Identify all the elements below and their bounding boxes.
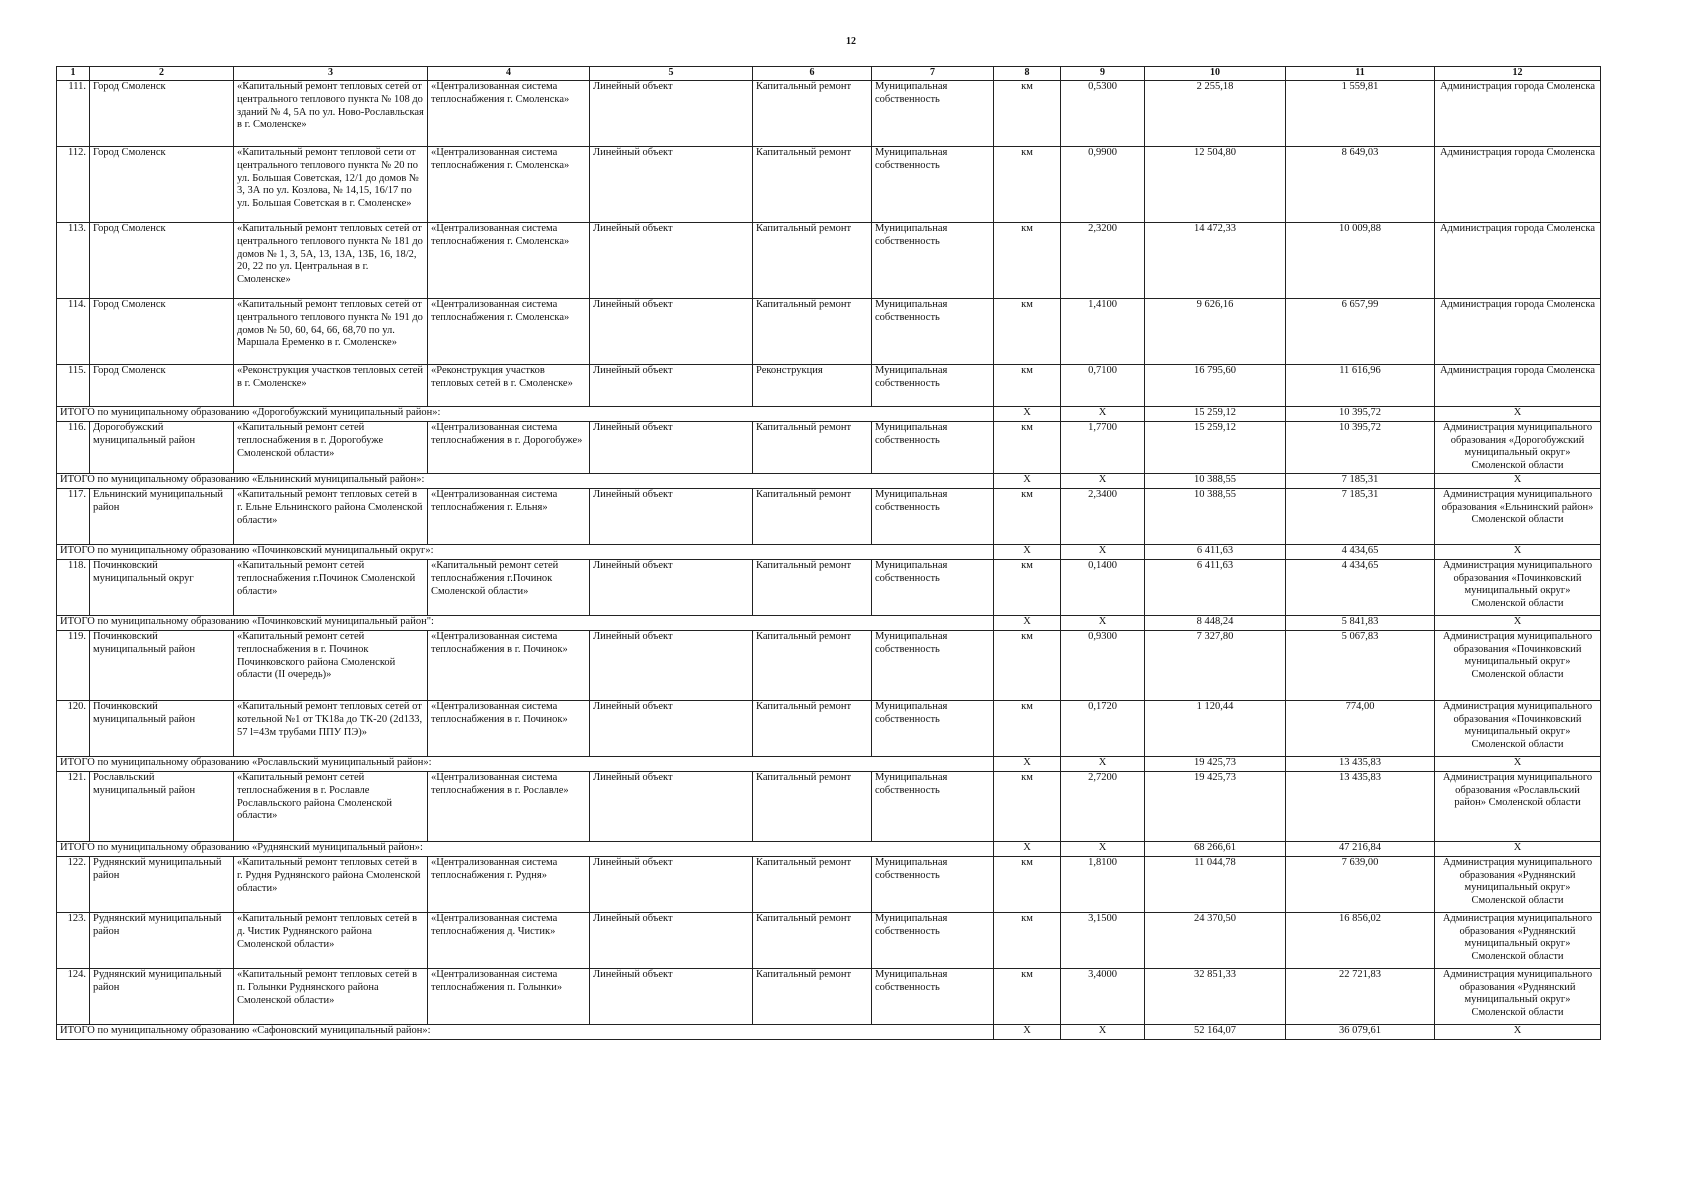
total-cost-cell: 2 255,18 [1145, 81, 1286, 147]
object-type-cell: Линейный объект [590, 81, 753, 147]
total-cost-cell: 7 327,80 [1145, 631, 1286, 701]
work-type-cell: Капитальный ремонт [753, 147, 872, 223]
total-cost-cell: 19 425,73 [1145, 772, 1286, 842]
total-cost-cell: 1 120,44 [1145, 701, 1286, 757]
heat-system-cell: «Централизованная система теплоснабжения в г. Починок» [428, 631, 590, 701]
subtotal-label: ИТОГО по муниципальному образованию «Починковский муниципальный округ»: [57, 545, 994, 560]
subtotal-x-mark: X [994, 545, 1061, 560]
subtotal-total-cost: 52 164,07 [1145, 1025, 1286, 1040]
subtotal-total-cost: 6 411,63 [1145, 545, 1286, 560]
subtotal-row [57, 1025, 1601, 1040]
object-type-cell: Линейный объект [590, 857, 753, 913]
subtotal-total-cost: 8 448,24 [1145, 616, 1286, 631]
row-number-cell: 121. [57, 772, 90, 842]
subtotal-x-mark: X [1061, 757, 1145, 772]
heat-system-cell: «Централизованная система теплоснабжения в г. Починок» [428, 701, 590, 757]
owner-cell: Администрация города Смоленска [1435, 147, 1601, 223]
row-number-cell: 119. [57, 631, 90, 701]
subtotal-x-mark: X [1061, 407, 1145, 422]
table-row [57, 631, 1601, 701]
length-cell: 1,7700 [1061, 422, 1145, 474]
ownership-cell: Муниципальная собственность [872, 489, 994, 545]
municipality-cell: Починковский муниципальный район [90, 701, 234, 757]
subtotal-budget-cost: 7 185,31 [1286, 474, 1435, 489]
object-type-cell: Линейный объект [590, 489, 753, 545]
unit-cell: км [994, 701, 1061, 757]
budget-cost-cell: 7 185,31 [1286, 489, 1435, 545]
heat-system-cell: «Централизованная система теплоснабжения г. Смоленска» [428, 81, 590, 147]
subtotal-x-mark: X [1435, 616, 1601, 631]
project-name-cell: «Капитальный ремонт сетей теплоснабжения в г. Дорогобуже Смоленской области» [234, 422, 428, 474]
owner-cell: Администрация муниципального образования «Починковский муниципальный округ» Смоленской области [1435, 701, 1601, 757]
length-cell: 0,9300 [1061, 631, 1145, 701]
unit-cell: км [994, 560, 1061, 616]
owner-cell: Администрация муниципального образования «Дорогобужский муниципальный округ» Смоленской области [1435, 422, 1601, 474]
work-type-cell: Капитальный ремонт [753, 631, 872, 701]
total-cost-cell: 32 851,33 [1145, 969, 1286, 1025]
subtotal-row [57, 757, 1601, 772]
project-name-cell: «Капитальный ремонт сетей теплоснабжения в г. Рославле Рославльского района Смоленской области» [234, 772, 428, 842]
subtotal-budget-cost: 47 216,84 [1286, 842, 1435, 857]
row-number-cell: 113. [57, 223, 90, 299]
project-name-cell: «Капитальный ремонт тепловых сетей в г. Рудня Руднянского района Смоленской области» [234, 857, 428, 913]
subtotal-label: ИТОГО по муниципальному образованию «Рославльский муниципальный район»: [57, 757, 994, 772]
length-cell: 3,4000 [1061, 969, 1145, 1025]
subtotal-x-mark: X [1435, 842, 1601, 857]
row-number-cell: 122. [57, 857, 90, 913]
subtotal-x-mark: X [1061, 1025, 1145, 1040]
owner-cell: Администрация города Смоленска [1435, 81, 1601, 147]
budget-cost-cell: 774,00 [1286, 701, 1435, 757]
subtotal-label: ИТОГО по муниципальному образованию «Руднянский муниципальный район»: [57, 842, 994, 857]
budget-cost-cell: 8 649,03 [1286, 147, 1435, 223]
work-type-cell: Капитальный ремонт [753, 772, 872, 842]
object-type-cell: Линейный объект [590, 422, 753, 474]
budget-cost-cell: 10 395,72 [1286, 422, 1435, 474]
table-row [57, 969, 1601, 1025]
total-cost-cell: 11 044,78 [1145, 857, 1286, 913]
budget-cost-cell: 16 856,02 [1286, 913, 1435, 969]
work-type-cell: Капитальный ремонт [753, 223, 872, 299]
subtotal-x-mark: X [1435, 1025, 1601, 1040]
table-row [57, 772, 1601, 842]
object-type-cell: Линейный объект [590, 147, 753, 223]
owner-cell: Администрация муниципального образования «Руднянский муниципальный округ» Смоленской области [1435, 969, 1601, 1025]
owner-cell: Администрация города Смоленска [1435, 223, 1601, 299]
unit-cell: км [994, 365, 1061, 407]
column-header: 1 [57, 67, 90, 81]
column-header: 5 [590, 67, 753, 81]
length-cell: 1,8100 [1061, 857, 1145, 913]
row-number-cell: 111. [57, 81, 90, 147]
project-name-cell: «Капитальный ремонт тепловых сетей от центрального теплового пункта № 181 до домов № 1, 3, 5А, 13, 13А, 13Б, 16, 18/2, 20, 22 по ул. Центральная в г. Смоленске» [234, 223, 428, 299]
work-type-cell: Капитальный ремонт [753, 422, 872, 474]
unit-cell: км [994, 913, 1061, 969]
table-row [57, 857, 1601, 913]
length-cell: 0,1400 [1061, 560, 1145, 616]
object-type-cell: Линейный объект [590, 772, 753, 842]
owner-cell: Администрация города Смоленска [1435, 299, 1601, 365]
row-number-cell: 118. [57, 560, 90, 616]
column-number-row [57, 67, 1601, 81]
total-cost-cell: 14 472,33 [1145, 223, 1286, 299]
subtotal-x-mark: X [994, 757, 1061, 772]
column-header: 3 [234, 67, 428, 81]
length-cell: 3,1500 [1061, 913, 1145, 969]
column-header: 4 [428, 67, 590, 81]
total-cost-cell: 16 795,60 [1145, 365, 1286, 407]
work-type-cell: Капитальный ремонт [753, 81, 872, 147]
row-number-cell: 123. [57, 913, 90, 969]
budget-cost-cell: 13 435,83 [1286, 772, 1435, 842]
table-row [57, 913, 1601, 969]
subtotal-x-mark: X [994, 1025, 1061, 1040]
subtotal-x-mark: X [1435, 474, 1601, 489]
owner-cell: Администрация муниципального образования «Руднянский муниципальный округ» Смоленской области [1435, 857, 1601, 913]
object-type-cell: Линейный объект [590, 969, 753, 1025]
heat-system-cell: «Централизованная система теплоснабжения г. Смоленска» [428, 223, 590, 299]
subtotal-label: ИТОГО по муниципальному образованию «Ельнинский муниципальный район»: [57, 474, 994, 489]
subtotal-total-cost: 19 425,73 [1145, 757, 1286, 772]
length-cell: 0,1720 [1061, 701, 1145, 757]
object-type-cell: Линейный объект [590, 365, 753, 407]
column-header: 8 [994, 67, 1061, 81]
project-name-cell: «Капитальный ремонт тепловых сетей от котельной №1 от ТК18а до ТК-20 (2d133, 57 l=43м трубами ППУ ПЭ)» [234, 701, 428, 757]
ownership-cell: Муниципальная собственность [872, 223, 994, 299]
ownership-cell: Муниципальная собственность [872, 299, 994, 365]
heat-system-cell: «Капитальный ремонт сетей теплоснабжения г.Починок Смоленской области» [428, 560, 590, 616]
project-name-cell: «Капитальный ремонт сетей теплоснабжения в г. Починок Починковского района Смоленской области (II очередь)» [234, 631, 428, 701]
subtotal-budget-cost: 36 079,61 [1286, 1025, 1435, 1040]
subtotal-label: ИТОГО по муниципальному образованию «Дорогобужский муниципальный район»: [57, 407, 994, 422]
municipality-cell: Город Смоленск [90, 223, 234, 299]
municipality-cell: Город Смоленск [90, 81, 234, 147]
unit-cell: км [994, 299, 1061, 365]
heat-system-cell: «Централизованная система теплоснабжения в г. Дорогобуже» [428, 422, 590, 474]
work-type-cell: Капитальный ремонт [753, 299, 872, 365]
ownership-cell: Муниципальная собственность [872, 969, 994, 1025]
table-row [57, 701, 1601, 757]
length-cell: 2,3400 [1061, 489, 1145, 545]
heat-system-cell: «Централизованная система теплоснабжения г. Смоленска» [428, 299, 590, 365]
length-cell: 0,9900 [1061, 147, 1145, 223]
subtotal-x-mark: X [994, 842, 1061, 857]
municipality-cell: Ельнинский муниципальный район [90, 489, 234, 545]
ownership-cell: Муниципальная собственность [872, 913, 994, 969]
unit-cell: км [994, 81, 1061, 147]
object-type-cell: Линейный объект [590, 560, 753, 616]
project-name-cell: «Капитальный ремонт сетей теплоснабжения г.Починок Смоленской области» [234, 560, 428, 616]
subtotal-label: ИТОГО по муниципальному образованию «Сафоновский муниципальный район»: [57, 1025, 994, 1040]
subtotal-row [57, 474, 1601, 489]
object-type-cell: Линейный объект [590, 701, 753, 757]
column-header: 9 [1061, 67, 1145, 81]
ownership-cell: Муниципальная собственность [872, 857, 994, 913]
subtotal-budget-cost: 5 841,83 [1286, 616, 1435, 631]
total-cost-cell: 12 504,80 [1145, 147, 1286, 223]
ownership-cell: Муниципальная собственность [872, 701, 994, 757]
owner-cell: Администрация муниципального образования «Починковский муниципальный округ» Смоленской области [1435, 631, 1601, 701]
budget-cost-cell: 10 009,88 [1286, 223, 1435, 299]
total-cost-cell: 6 411,63 [1145, 560, 1286, 616]
total-cost-cell: 10 388,55 [1145, 489, 1286, 545]
unit-cell: км [994, 489, 1061, 545]
ownership-cell: Муниципальная собственность [872, 81, 994, 147]
project-name-cell: «Капитальный ремонт тепловой сети от центрального теплового пункта № 20 по ул. Большая Советская, 12/1 до домов № 3, 3А по ул. Козлова, № 14,15, 16/17 по ул. Большая Советская в г. Смоленске» [234, 147, 428, 223]
subtotal-budget-cost: 13 435,83 [1286, 757, 1435, 772]
heat-system-cell: «Централизованная система теплоснабжения г. Рудня» [428, 857, 590, 913]
row-number-cell: 116. [57, 422, 90, 474]
subtotal-total-cost: 68 266,61 [1145, 842, 1286, 857]
heat-system-cell: «Реконструкция участков тепловых сетей в г. Смоленске» [428, 365, 590, 407]
municipality-cell: Город Смоленск [90, 299, 234, 365]
subtotal-x-mark: X [1435, 757, 1601, 772]
subtotal-x-mark: X [1435, 407, 1601, 422]
table-row [57, 560, 1601, 616]
heat-system-cell: «Централизованная система теплоснабжения г. Смоленска» [428, 147, 590, 223]
project-name-cell: «Реконструкция участков тепловых сетей в г. Смоленске» [234, 365, 428, 407]
column-header: 10 [1145, 67, 1286, 81]
work-type-cell: Капитальный ремонт [753, 489, 872, 545]
subtotal-row [57, 616, 1601, 631]
subtotal-x-mark: X [994, 407, 1061, 422]
heat-system-cell: «Централизованная система теплоснабжения д. Чистик» [428, 913, 590, 969]
budget-cost-cell: 5 067,83 [1286, 631, 1435, 701]
unit-cell: км [994, 422, 1061, 474]
budget-cost-cell: 6 657,99 [1286, 299, 1435, 365]
row-number-cell: 115. [57, 365, 90, 407]
ownership-cell: Муниципальная собственность [872, 772, 994, 842]
work-type-cell: Капитальный ремонт [753, 969, 872, 1025]
owner-cell: Администрация муниципального образования «Рославльский район» Смоленской области [1435, 772, 1601, 842]
unit-cell: км [994, 223, 1061, 299]
budget-cost-cell: 1 559,81 [1286, 81, 1435, 147]
owner-cell: Администрация муниципального образования «Починковский муниципальный округ» Смоленской области [1435, 560, 1601, 616]
municipality-cell: Починковский муниципальный округ [90, 560, 234, 616]
unit-cell: км [994, 772, 1061, 842]
table-row [57, 147, 1601, 223]
subtotal-row [57, 407, 1601, 422]
subtotal-x-mark: X [1061, 474, 1145, 489]
row-number-cell: 120. [57, 701, 90, 757]
municipality-cell: Рославльский муниципальный район [90, 772, 234, 842]
length-cell: 1,4100 [1061, 299, 1145, 365]
subtotal-x-mark: X [994, 616, 1061, 631]
project-name-cell: «Капитальный ремонт тепловых сетей от центрального теплового пункта № 108 до зданий № 4, 5А по ул. Ново-Рославльская в г. Смоленске» [234, 81, 428, 147]
owner-cell: Администрация города Смоленска [1435, 365, 1601, 407]
subtotal-x-mark: X [1061, 616, 1145, 631]
length-cell: 2,7200 [1061, 772, 1145, 842]
table-row [57, 365, 1601, 407]
subtotal-x-mark: X [1061, 842, 1145, 857]
unit-cell: км [994, 147, 1061, 223]
budget-cost-cell: 11 616,96 [1286, 365, 1435, 407]
heat-system-cell: «Централизованная система теплоснабжения в г. Рославле» [428, 772, 590, 842]
municipality-cell: Починковский муниципальный район [90, 631, 234, 701]
municipality-cell: Руднянский муниципальный район [90, 913, 234, 969]
municipality-cell: Город Смоленск [90, 147, 234, 223]
subtotal-row [57, 545, 1601, 560]
table-row [57, 81, 1601, 147]
row-number-cell: 112. [57, 147, 90, 223]
ownership-cell: Муниципальная собственность [872, 365, 994, 407]
table-body [57, 81, 1601, 1040]
row-number-cell: 114. [57, 299, 90, 365]
subtotal-budget-cost: 10 395,72 [1286, 407, 1435, 422]
table-row [57, 299, 1601, 365]
project-name-cell: «Капитальный ремонт тепловых сетей в д. Чистик Руднянского района Смоленской области» [234, 913, 428, 969]
subtotal-x-mark: X [1061, 545, 1145, 560]
unit-cell: км [994, 857, 1061, 913]
ownership-cell: Муниципальная собственность [872, 560, 994, 616]
subtotal-total-cost: 10 388,55 [1145, 474, 1286, 489]
ownership-cell: Муниципальная собственность [872, 631, 994, 701]
table-row [57, 422, 1601, 474]
column-header: 12 [1435, 67, 1601, 81]
project-name-cell: «Капитальный ремонт тепловых сетей от центрального теплового пункта № 191 до домов № 50, 60, 64, 66, 68,70 по ул. Маршала Еременко в г. Смоленске» [234, 299, 428, 365]
length-cell: 2,3200 [1061, 223, 1145, 299]
total-cost-cell: 24 370,50 [1145, 913, 1286, 969]
municipality-cell: Дорогобужский муниципальный район [90, 422, 234, 474]
work-type-cell: Капитальный ремонт [753, 857, 872, 913]
length-cell: 0,7100 [1061, 365, 1145, 407]
project-name-cell: «Капитальный ремонт тепловых сетей в г. Ельне Ельнинского района Смоленской области» [234, 489, 428, 545]
unit-cell: км [994, 969, 1061, 1025]
ownership-cell: Муниципальная собственность [872, 422, 994, 474]
budget-cost-cell: 7 639,00 [1286, 857, 1435, 913]
municipality-cell: Город Смоленск [90, 365, 234, 407]
total-cost-cell: 15 259,12 [1145, 422, 1286, 474]
column-header: 7 [872, 67, 994, 81]
table-row [57, 223, 1601, 299]
heat-system-cell: «Централизованная система теплоснабжения г. Ельня» [428, 489, 590, 545]
row-number-cell: 117. [57, 489, 90, 545]
total-cost-cell: 9 626,16 [1145, 299, 1286, 365]
object-type-cell: Линейный объект [590, 913, 753, 969]
budget-cost-cell: 4 434,65 [1286, 560, 1435, 616]
owner-cell: Администрация муниципального образования «Ельнинский район» Смоленской области [1435, 489, 1601, 545]
object-type-cell: Линейный объект [590, 631, 753, 701]
subtotal-budget-cost: 4 434,65 [1286, 545, 1435, 560]
subtotal-x-mark: X [1435, 545, 1601, 560]
object-type-cell: Линейный объект [590, 223, 753, 299]
subtotal-x-mark: X [994, 474, 1061, 489]
municipality-cell: Руднянский муниципальный район [90, 969, 234, 1025]
unit-cell: км [994, 631, 1061, 701]
subtotal-row [57, 842, 1601, 857]
table-row [57, 489, 1601, 545]
length-cell: 0,5300 [1061, 81, 1145, 147]
subtotal-total-cost: 15 259,12 [1145, 407, 1286, 422]
project-name-cell: «Капитальный ремонт тепловых сетей в п. Голынки Руднянского района Смоленской области» [234, 969, 428, 1025]
investment-program-table [56, 66, 1601, 1040]
subtotal-label: ИТОГО по муниципальному образованию «Починковский муниципальный район": [57, 616, 994, 631]
work-type-cell: Капитальный ремонт [753, 701, 872, 757]
heat-system-cell: «Централизованная система теплоснабжения п. Голынки» [428, 969, 590, 1025]
page-number: 12 [846, 36, 856, 47]
work-type-cell: Капитальный ремонт [753, 560, 872, 616]
owner-cell: Администрация муниципального образования «Руднянский муниципальный округ» Смоленской области [1435, 913, 1601, 969]
object-type-cell: Линейный объект [590, 299, 753, 365]
work-type-cell: Капитальный ремонт [753, 913, 872, 969]
column-header: 6 [753, 67, 872, 81]
column-header: 11 [1286, 67, 1435, 81]
work-type-cell: Реконструкция [753, 365, 872, 407]
row-number-cell: 124. [57, 969, 90, 1025]
municipality-cell: Руднянский муниципальный район [90, 857, 234, 913]
ownership-cell: Муниципальная собственность [872, 147, 994, 223]
column-header: 2 [90, 67, 234, 81]
budget-cost-cell: 22 721,83 [1286, 969, 1435, 1025]
